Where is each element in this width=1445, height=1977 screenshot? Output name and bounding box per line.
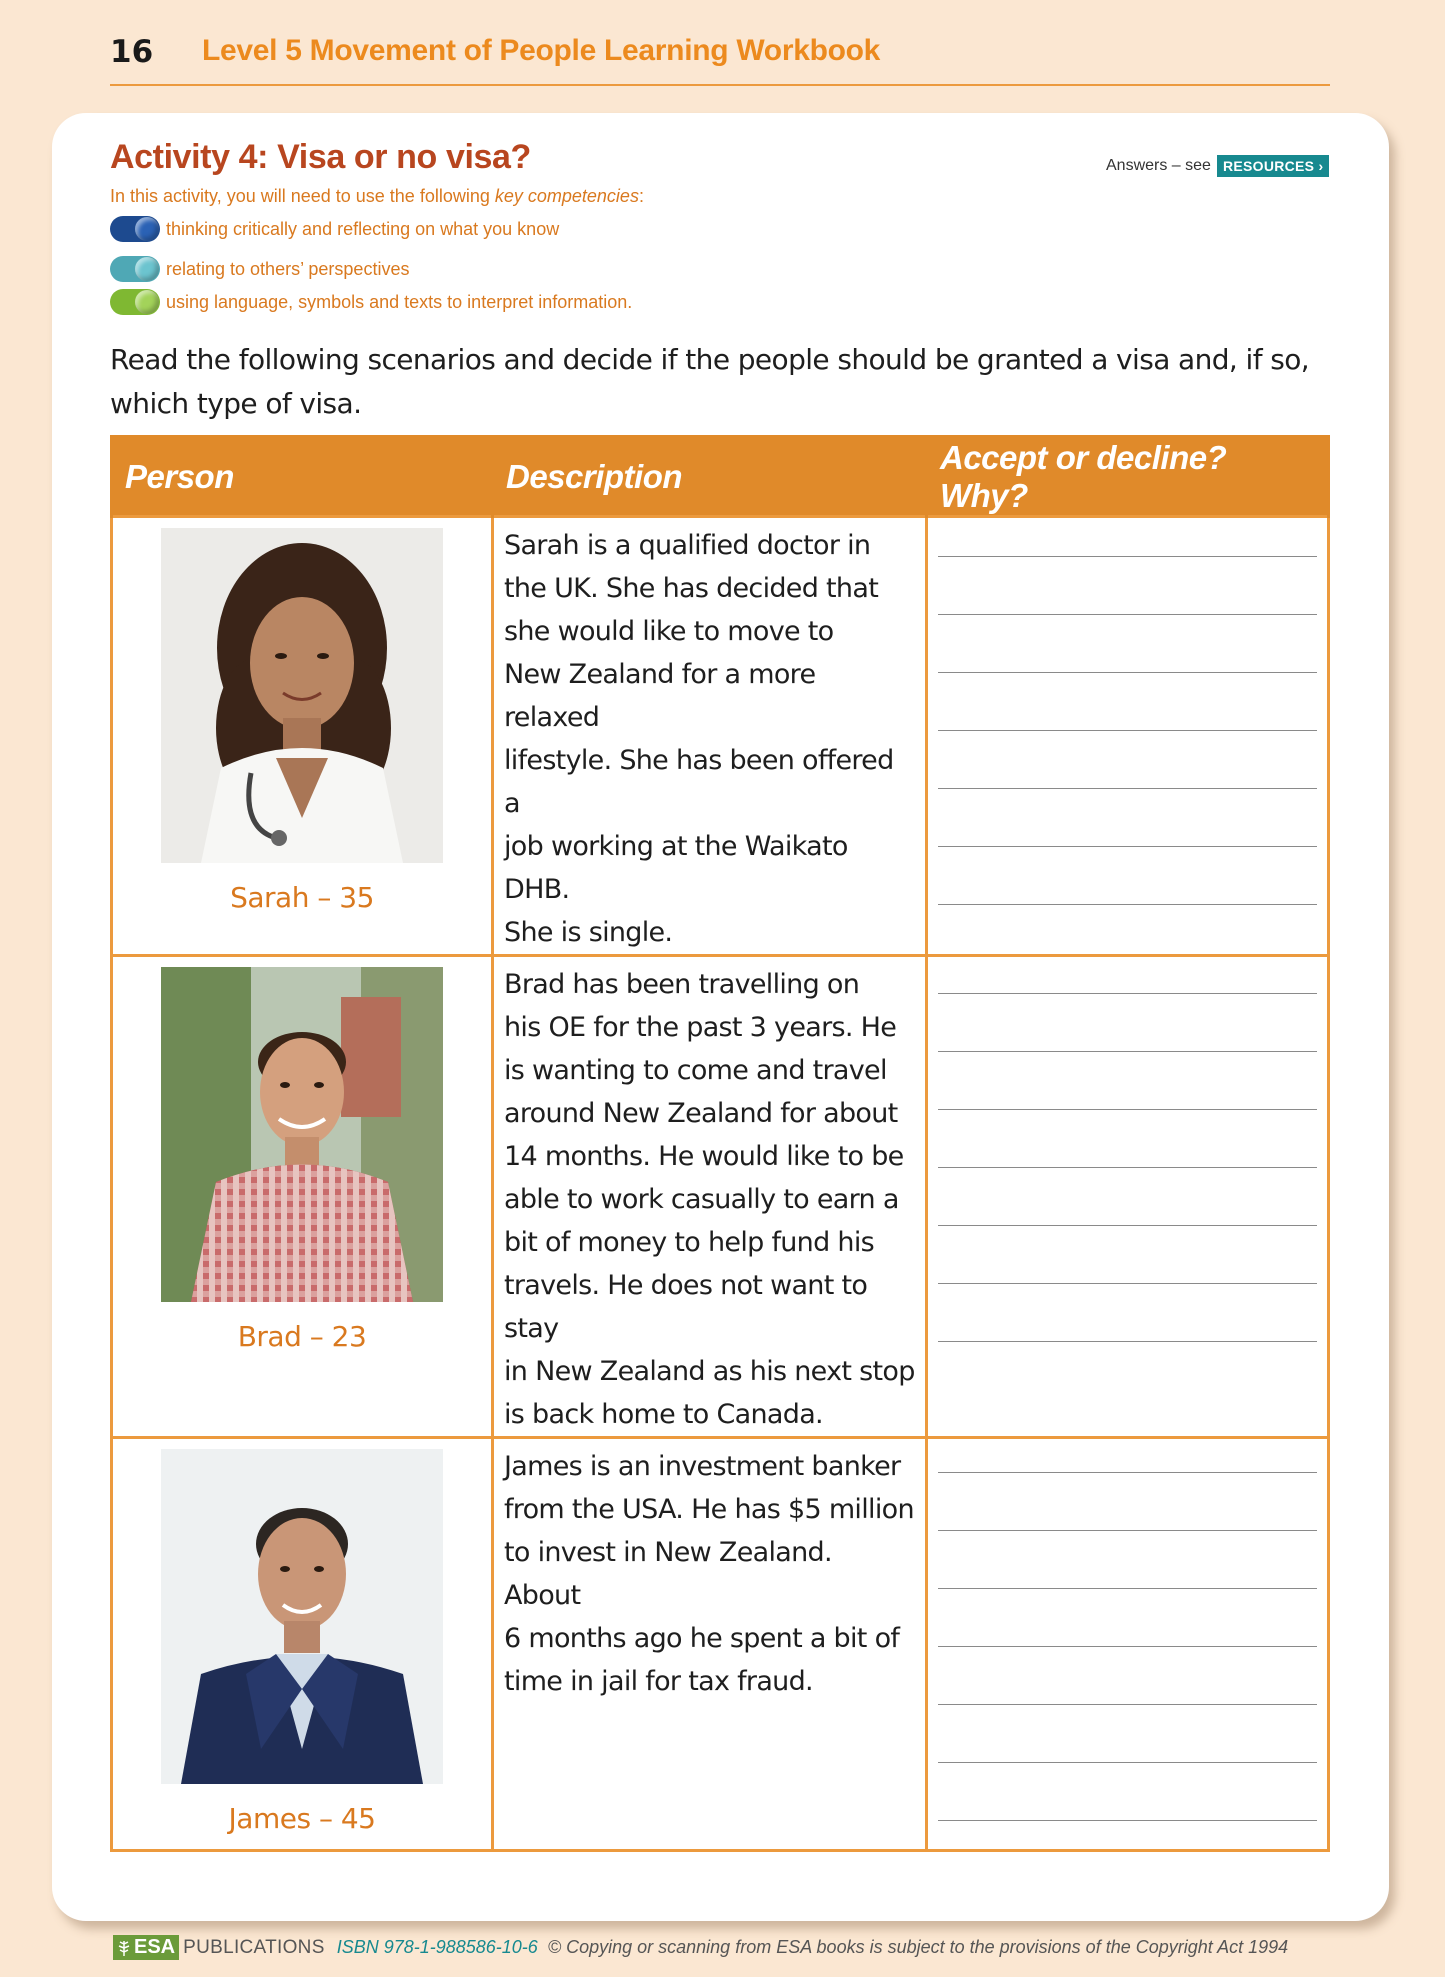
resources-link[interactable]: RESOURCES › <box>1217 155 1330 177</box>
answer-line <box>938 846 1317 847</box>
answer-line <box>938 614 1317 615</box>
person-cell <box>112 517 493 956</box>
answer-line <box>938 1109 1317 1110</box>
answers-reference <box>1106 155 1329 177</box>
competency-toggle-icon <box>110 256 160 282</box>
answers-label: Answers – see <box>1106 157 1211 174</box>
answer-line <box>938 1588 1317 1589</box>
answer-line <box>938 1283 1317 1284</box>
page-number: 16 <box>110 34 154 70</box>
answer-line <box>938 1472 1317 1473</box>
table-row <box>112 1438 1329 1851</box>
page-footer <box>113 1935 1288 1960</box>
isbn: ISBN 978-1-988586-10-6 <box>336 1937 538 1957</box>
answer-line <box>938 1820 1317 1821</box>
description-cell: James is an investment banker from the USA. He has $5 million to invest in New Zealand. About 6 months ago he spent a bit of time in jail for tax fraud. <box>493 1438 927 1851</box>
answer-line <box>938 1704 1317 1705</box>
visa-table <box>110 435 1330 1852</box>
competencies-intro: In this activity, you will need to use the following key competencies: <box>110 186 644 206</box>
answer-line <box>938 1167 1317 1168</box>
answer-line <box>938 556 1317 557</box>
competency-toggle-icon <box>110 216 160 242</box>
person-name: Brad – 23 <box>237 1320 367 1353</box>
answer-line <box>938 1762 1317 1763</box>
publisher-name: PUBLICATIONS <box>183 1936 325 1958</box>
answer-line <box>938 788 1317 789</box>
answer-line <box>938 1646 1317 1647</box>
answer-line <box>938 730 1317 731</box>
answer-line <box>938 904 1317 905</box>
description-cell: Brad has been travelling on his OE for the past 3 years. He is wanting to come and travel around New Zealand for about 14 months. He would like to be able to work casually to earn a bit of money to help fund his travels. He does not want to stay in New Zealand as his next stop is back home to Canada. <box>493 956 927 1438</box>
column-header-decision: Accept or decline? Why? <box>927 435 1329 517</box>
table-row <box>112 517 1329 956</box>
answer-cell[interactable] <box>927 517 1329 956</box>
description-cell: Sarah is a qualified doctor in the UK. She has decided that she would like to move to New Zealand for a more relaxed lifestyle. She has been offered a job working at the Waikato DHB. She is single. <box>493 517 927 956</box>
person-name: James – 45 <box>228 1802 376 1835</box>
copyright-notice: © Copying or scanning from ESA books is subject to the provisions of the Copyright Act 1994 <box>547 1937 1289 1957</box>
answer-line <box>938 993 1317 994</box>
fern-icon <box>117 1939 131 1957</box>
person-cell <box>112 956 493 1438</box>
answer-line <box>938 1225 1317 1226</box>
answer-cell[interactable] <box>927 1438 1329 1851</box>
person-cell <box>112 1438 493 1851</box>
answer-line <box>938 1341 1317 1342</box>
competency-toggle-icon <box>110 289 160 315</box>
esa-logo: ESA <box>113 1935 179 1960</box>
answer-line <box>938 1530 1317 1531</box>
page-header <box>110 28 1330 86</box>
competency-item: thinking critically and reflecting on what you know <box>110 216 559 242</box>
activity-title: Activity 4: Visa or no visa? <box>110 138 531 176</box>
answer-line <box>938 672 1317 673</box>
answer-line <box>938 1051 1317 1052</box>
person-name: Sarah – 35 <box>230 881 374 914</box>
answer-cell[interactable] <box>927 956 1329 1438</box>
instructions: Read the following scenarios and decide if the people should be granted a visa and, if so, which type of visa. <box>110 343 1310 420</box>
column-header-description: Description <box>493 435 927 517</box>
competency-item: using language, symbols and texts to interpret information. <box>110 289 632 315</box>
column-header-person: Person <box>112 435 493 517</box>
workbook-title: Level 5 Movement of People Learning Workbook <box>202 34 881 67</box>
competency-item: relating to others’ perspectives <box>110 256 409 282</box>
sarah-photo <box>161 528 443 863</box>
brad-photo <box>161 967 443 1302</box>
table-row <box>112 956 1329 1438</box>
james-photo <box>161 1449 443 1784</box>
table-header-row <box>112 435 1329 517</box>
